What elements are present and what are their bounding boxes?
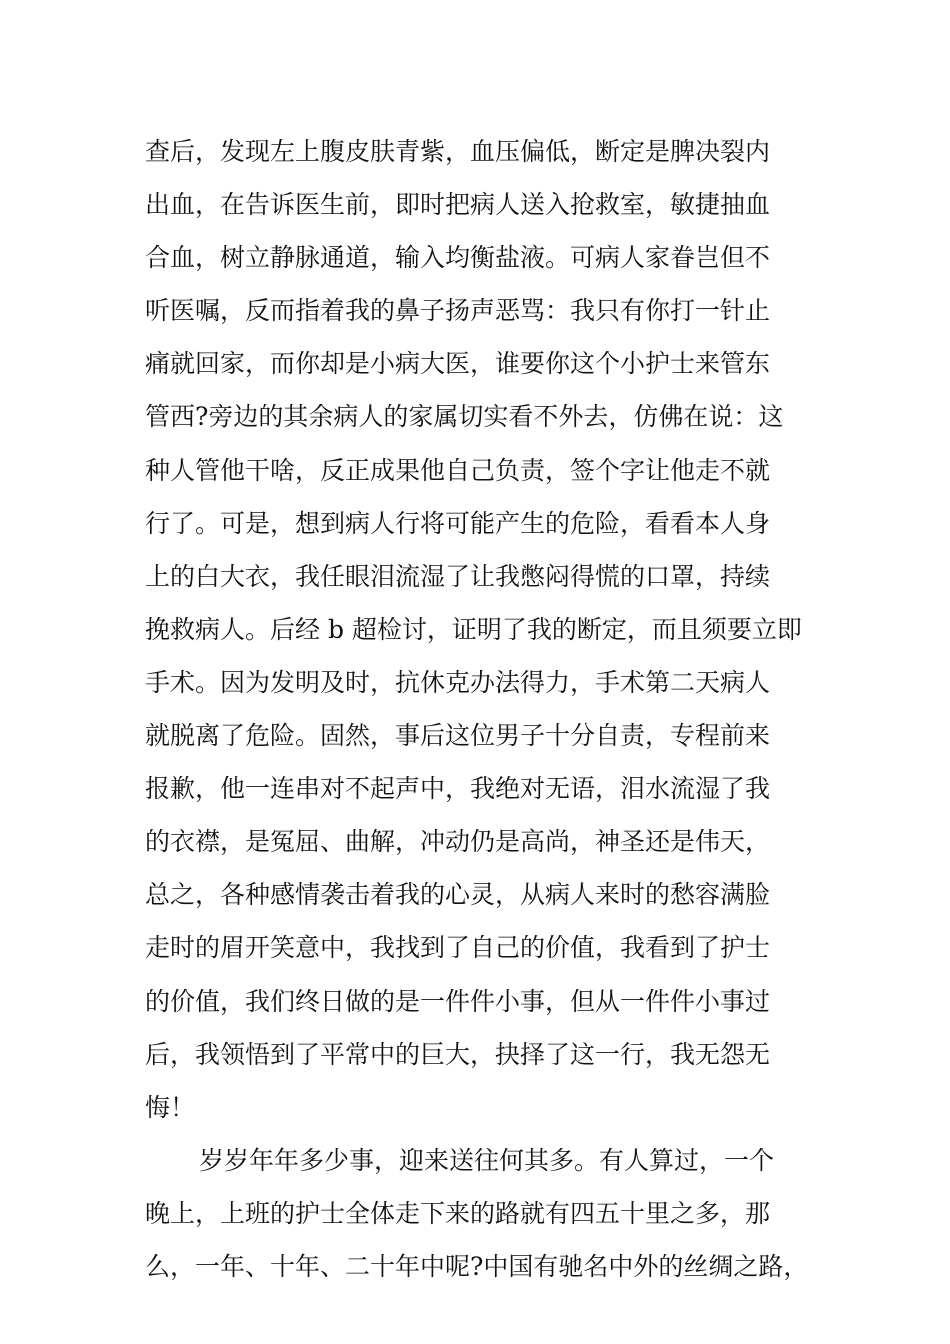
text-line: 岁岁年年多少事，迎来送往何其多。有人算过，一个 [199, 1145, 775, 1175]
text-line: 挽救病人。后经 b 超检讨，证明了我的断定，而且须要立即 [145, 614, 802, 644]
text-line: 上的白大衣，我任眼泪流湿了让我憋闷得慌的口罩，持续 [145, 561, 771, 591]
text-line: 的价值，我们终日做的是一件件小事，但从一件件小事过 [145, 986, 771, 1016]
text-line: 痛就回家，而你却是小病大医，谁要你这个小护士来管东 [145, 349, 771, 379]
paragraph-2 [145, 1134, 825, 1293]
text-line: 晚上，上班的护士全体走下来的路就有四五十里之多，那 [145, 1198, 771, 1228]
text-line: 么，一年、十年、二十年中呢?中国有驰名中外的丝绸之路， [145, 1251, 809, 1281]
text-line: 的衣襟，是冤屈、曲解，冲动仍是高尚，神圣还是伟天， [145, 827, 771, 857]
text-line: 出血，在告诉医生前，即时把病人送入抢救室，敏捷抽血 [145, 190, 771, 220]
text-line: 管西?旁边的其余病人的家属切实看不外去，仿佛在说：这 [145, 402, 784, 432]
text-line: 报歉，他一连串对不起声中，我绝对无语，泪水流湿了我 [145, 774, 771, 804]
text-line: 就脱离了危险。固然，事后这位男子十分自责，专程前来 [145, 721, 771, 751]
text-line: 行了。可是，想到病人行将可能产生的危险，看看本人身 [145, 508, 771, 538]
text-line: 后，我领悟到了平常中的巨大，抉择了这一行，我无怨无 [145, 1039, 771, 1069]
paragraph-1 [145, 125, 825, 1134]
text-line: 悔！ [145, 1092, 196, 1122]
text-line: 合血，树立静脉通道，输入均衡盐液。可病人家眷岂但不 [145, 243, 771, 273]
text-line: 走时的眉开笑意中，我找到了自己的价值，我看到了护士 [145, 933, 771, 963]
text-line: 手术。因为发明及时，抗休克办法得力，手术第二天病人 [145, 667, 771, 697]
text-line: 种人管他干啥，反正成果他自己负责，签个字让他走不就 [145, 455, 771, 485]
text-line: 听医嘱，反而指着我的鼻子扬声恶骂：我只有你打一针止 [145, 296, 771, 326]
text-line: 查后，发现左上腹皮肤青紫，血压偏低，断定是脾决裂内 [145, 137, 771, 166]
body-text [145, 125, 825, 1293]
text-line: 总之，各种感情袭击着我的心灵，从病人来时的愁容满脸 [145, 880, 771, 910]
